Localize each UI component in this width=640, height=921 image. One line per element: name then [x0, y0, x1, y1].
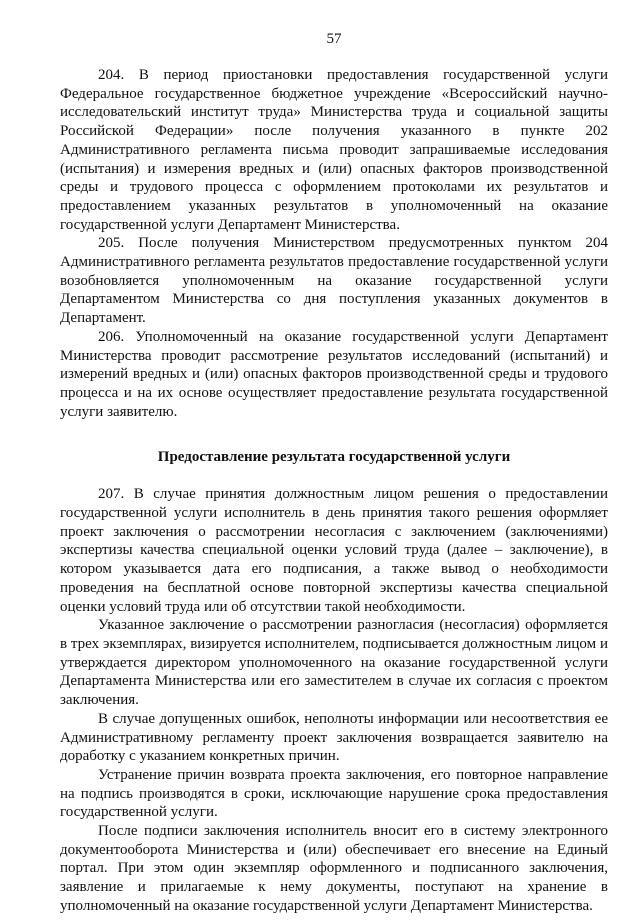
paragraph-205: 205. После получения Министерством предусмотренных пунктом 204 Административного регламента результатов предоставление государственной услуги возобновляется уполномоченным на оказание государственной услуги Департаментом Министерства со дня поступления указанных документов в Департамент. [60, 235, 608, 327]
document-page [60, 30, 608, 916]
paragraph-204: 204. В период приостановки предоставления государственной услуги Федеральное государственное бюджетное учреждение «Всероссийский научно-исследовательский институт труда» Министерства труда и социальной защиты Российской Федерации» после получения указанного в пункте 202 Административного регламента письма проводит запрашиваемые исследования (испытания) и измерения вредных и (или) опасных факторов производственной среды и трудового процесса с оформлением протоколами их результатов и предоставлением указанных результатов в уполномоченный на оказание государственной услуги Департамент Министерства. [60, 67, 608, 233]
section-heading: Предоставление результата государственной услуги [157, 449, 511, 466]
paragraph-207-copies: Указанное заключение о рассмотрении разногласия (несогласия) оформляется в трех экземплярах, визируется исполнителем, подписывается должностным лицом и утверждается директором уполномоченного на оказание государственной услуги Департамента Министерства или его заместителем в случае их согласия с проектом заключения. [60, 617, 608, 709]
paragraph-207-errors: В случае допущенных ошибок, неполноты информации или несоответствия ее Административному регламенту проект заключения возвращается заявителю на доработку с указанием конкретных причин. [60, 710, 608, 765]
page-number: 57 [326, 31, 342, 47]
paragraph-207-resubmission: Устранение причин возврата проекта заключения, его повторное направление на подпись производятся в сроки, исключающие нарушение срока предоставления государственной услуги. [60, 766, 608, 821]
paragraph-207-registration: После подписи заключения исполнитель вносит его в систему электронного документооборота Министерства и (или) обеспечивает его внесение на Единый портал. При этом один экземпляр оформленного и подписанного заключения, заявление и прилагаемые к нему документы, поступают на хранение в уполномоченный на оказание государственной услуги Департамент Министерства. [60, 823, 608, 914]
paragraph-206: 206. Уполномоченный на оказание государственной услуги Департамент Министерства проводит рассмотрение результатов исследований (испытаний) и измерений вредных и (или) опасных факторов производственной среды и трудового процесса и на их основе осуществляет предоставление результата государственной услуги заявителю. [60, 328, 608, 420]
paragraph-207: 207. В случае принятия должностным лицом решения о предоставлении государственной услуги исполнитель в день принятия такого решения оформляет проект заключения о рассмотрении несогласия с заключением (заключениями) экспертизы качества специальной оценки условий труда (далее – заключение), в котором указывается дата его подписания, а также вывод о необходимости проведения на бесплатной основе повторной экспертизы качества специальной оценки условий труда или об отсутствии такой необходимости. [60, 486, 608, 615]
